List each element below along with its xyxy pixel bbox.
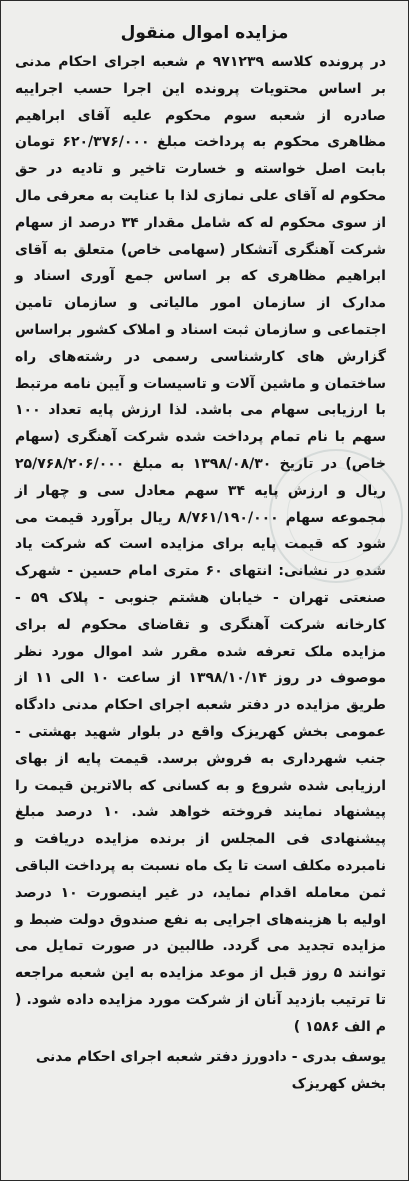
notice-signature: یوسف بدری - دادورز دفتر شعبه اجرای احکام مدنی بخش کهریزک bbox=[35, 1049, 386, 1093]
notice-title: مزایده اموال منقول bbox=[120, 23, 289, 43]
notice-body: در پرونده کلاسه ۹۷۱۲۳۹ م شعبه اجرای احکام مدنی بر اساس محتویات پرونده این اجرا حسب اجراییه صادره از شعبه سوم محکوم علیه آقای ابراهیم مظاهری محکوم به پرداخت مبلغ ۶۲۰/۳۷۶/۰۰۰ تومان بابت اصل خواسته و خسارت تاخیر و تادیه در حق محکوم له آقای علی نمازی لذا با عنایت به معرفی مال از سوی محکوم له که شامل مقدار ۳۴ درصد از سهام شرکت آهنگری آتشکار (سهامی خاص) متعلق به آقای ابراهیم مظاهری که بر اساس جمع آوری اسناد و مدارک از سازمان امور مالیاتی و سازمان تامین اجتماعی و سازمان ثبت اسناد و املاک کشور براساس گزارش های کارشناسی رسمی در رشته‌های راه ساختمان و ماشین آلات و تاسیسات و آیین نامه مرتبط با ارزیابی سهام می باشد. لذا ارزش پایه تعداد ۱۰۰ سهم با نام تمام پرداخت شده شرکت آهنگری (سهام خاص) در تاریخ ۱۳۹۸/۰۸/۳۰ به مبلغ ۲۵/۷۶۸/۲۰۶/۰۰۰ ریال و ارزش پایه ۳۴ سهم معادل سی و چهار از مجموعه سهام ۸/۷۶۱/۱۹۰/۰۰۰ ریال برآورد قیمت می شود که قیمت پایه برای مزایده است که شرکت یاد شده در نشانی: انتهای ۶۰ متری امام حسین - شهرک صنعتی تهران - خیابان هشتم جنوبی - پلاک ۵۹ - کارخانه شرکت آهنگری و تقاضای محکوم له برای مزایده ملک تعرفه شده مقرر شد اموال مورد نظر موصوف در روز ۱۳۹۸/۱۰/۱۴ از ساعت ۱۰ الی ۱۱ از طریق مزایده در دفتر شعبه اجرای احکام مدنی دادگاه عمومی بخش کهریزک واقع در بلوار شهید بهشتی - جنب شهرداری به فروش برسد. قیمت پایه از بهای ارزیابی شده شروع و به کسانی که بالاترین قیمت را پیشنهاد نمایند فروخته خواهد شد. ۱۰ درصد مبلغ پیشنهادی فی المجلس از برنده مزایده دریافت و نامبرده مکلف است تا یک ماه نسبت به پرداخت الباقی ثمن معامله اقدام نماید، در غیر اینصورت ۱۰ درصد اولیه با هزینه‌های اجرایی به نفع صندوق دولت ضبط و مزایده تجدید می گردد. طالبین در صورت تمایل می توانند ۵ روز قبل از موعد مزایده به این شعبه مراجعه تا ترتیب بازدید آنان از شرکت مورد مزایده داده شود. ( م الف ۱۵۸۶ ) bbox=[15, 54, 387, 1035]
